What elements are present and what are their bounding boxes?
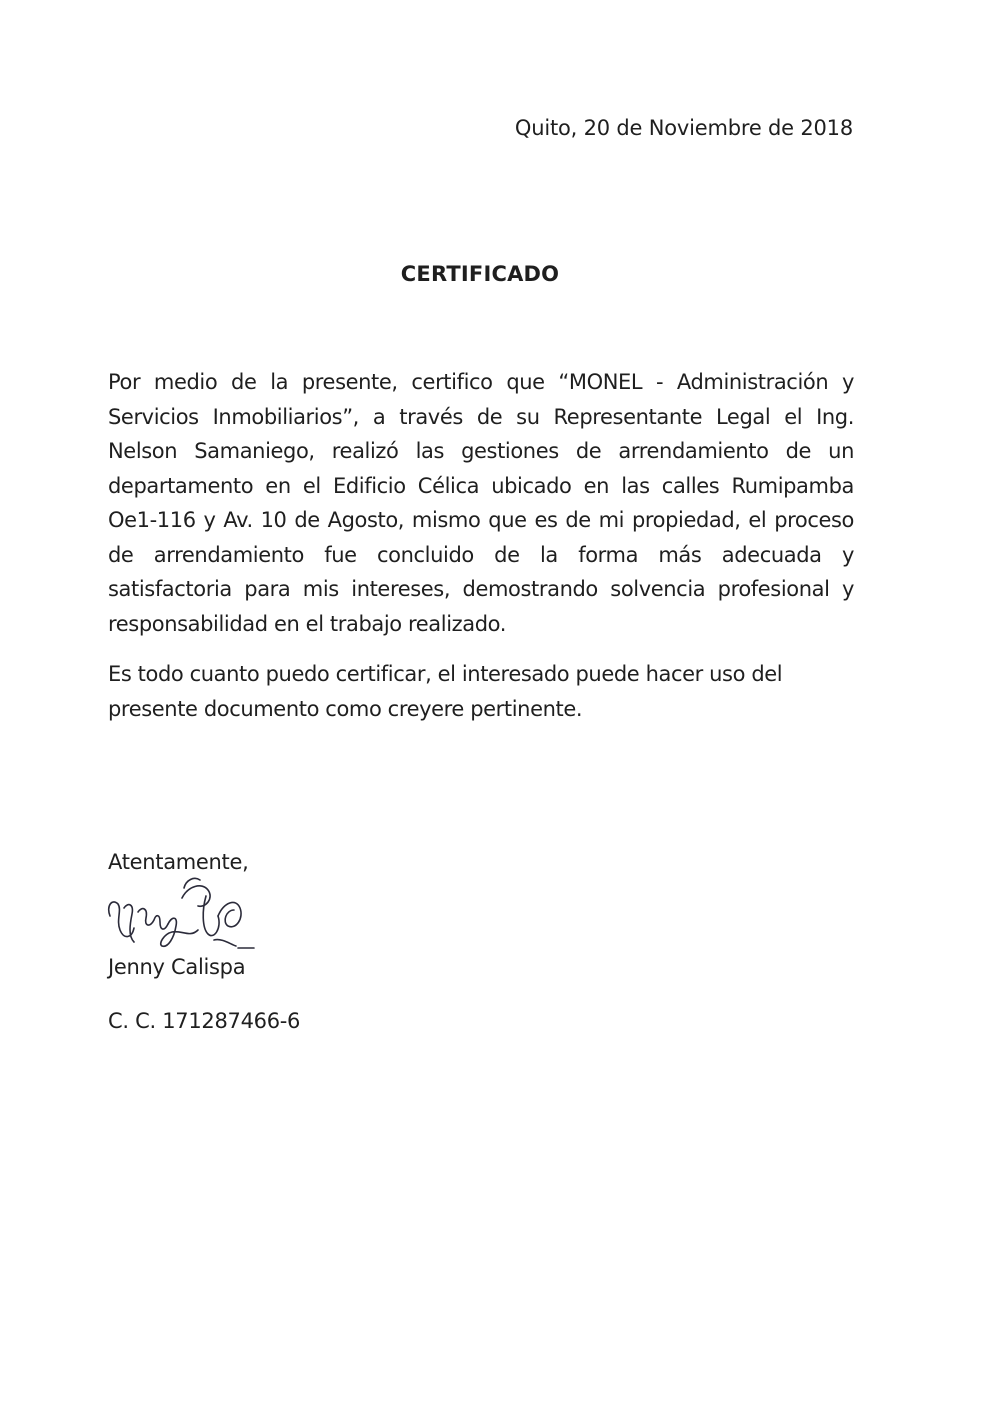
document-title: CERTIFICADO [400, 262, 560, 286]
closing-salutation: Atentamente, [108, 850, 249, 874]
date-line: Quito, 20 de Noviembre de 2018 [514, 116, 853, 140]
handwritten-signature [98, 868, 258, 960]
signer-id-number: C. C. 171287466-6 [108, 1009, 301, 1033]
body-paragraph-certification: Por medio de la presente, certifico que “MONEL - Administración y Servicios Inmobiliarios”, a través de su Representante Legal el Ing. Nelson Samaniego, realizó las gestiones de arrendamiento de un departamento en el Edificio Célica ubicado en las calles Rumipamba Oe1-116 y Av. 10 de Agosto, mismo que es de mi propiedad, el proceso de arrendamiento fue concluido de la forma más adecuada y satisfactoria para mis intereses, demostrando solvencia profesional y responsabilidad en el trabajo realizado. [108, 370, 854, 636]
body-paragraph-closing-statement: Es todo cuanto puedo certificar, el interesado puede hacer uso del presente documento como creyere pertinente. [108, 662, 783, 721]
signer-name: Jenny Calispa [108, 955, 246, 979]
